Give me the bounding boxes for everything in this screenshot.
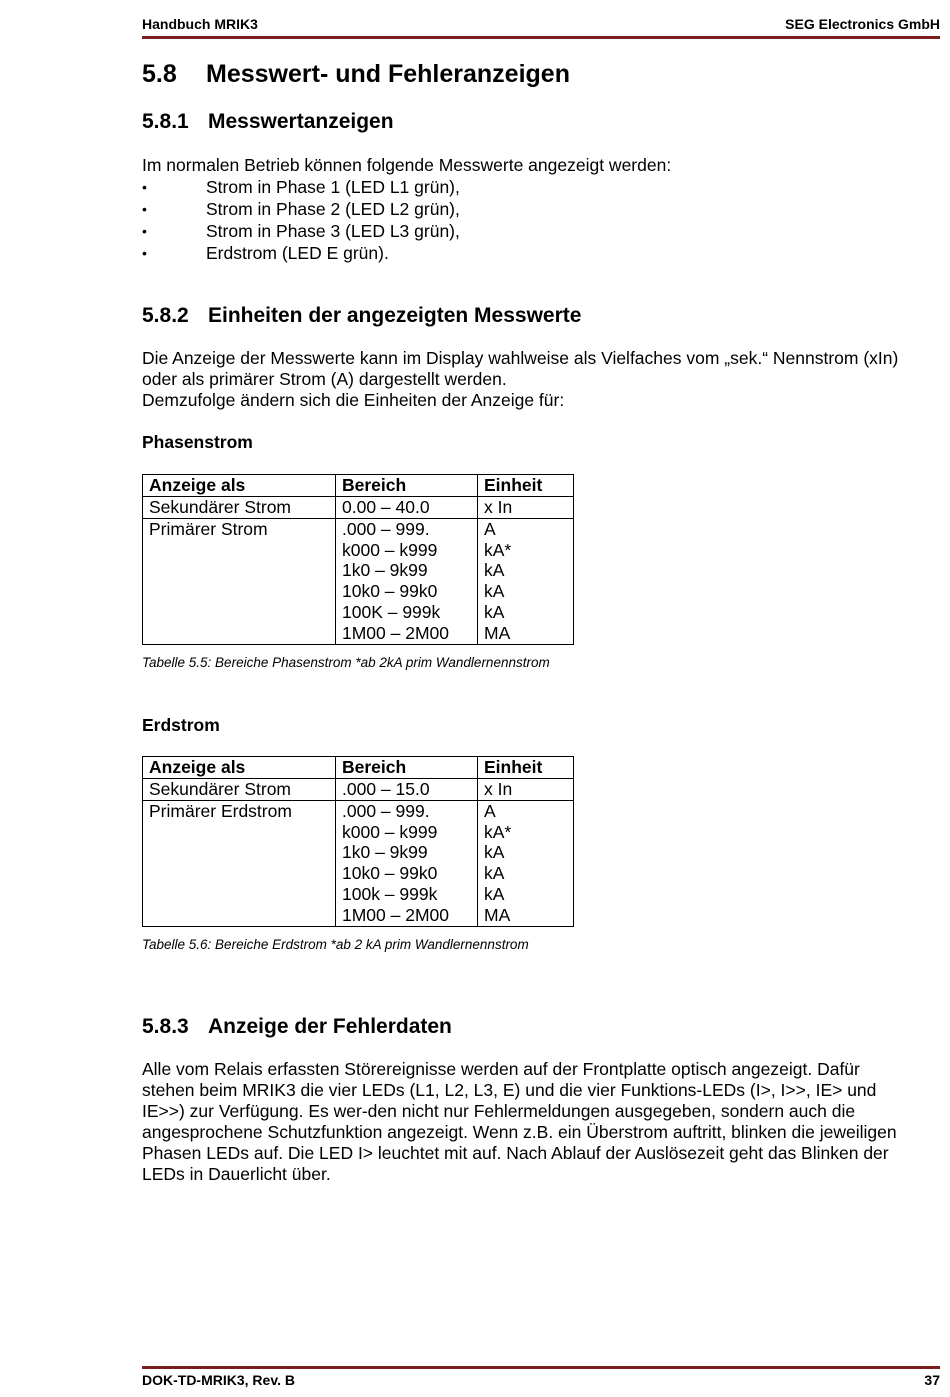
table-cell [336,800,478,926]
footer-rule [142,1366,940,1369]
unit-value: kA [484,601,505,622]
table-cell [478,800,574,926]
range-value: 1k0 – 9k99 [342,842,428,863]
intro-text: Im normalen Betrieb können folgende Messwerte angezeigt werden: [142,155,672,175]
table-cell: .000 – 15.0 [336,779,478,801]
table-cell: Primärer Erdstrom [143,800,336,926]
paragraph-line: Alle vom Relais erfassten Störereignisse werden auf der Frontplatte optisch angezeigt. Dafür [142,1059,860,1079]
paragraph-line: stehen beim MRIK3 die vier LEDs (L1, L2, L3, E) und die vier Funktions-LEDs (I>, I>>, IE> und [142,1080,877,1100]
paragraph-line: IE>>) zur Verfügung. Es wer-den nicht nur Fehlermeldungen ausgegeben, sondern auch die [142,1101,856,1121]
earth-current-table [142,756,574,927]
paragraph-line: Phasen LEDs auf. Die LED I> leuchtet mit auf. Nach Ablauf der Auslösezeit geht das Blinken der [142,1143,889,1163]
table-caption: Tabelle 5.6: Bereiche Erdstrom *ab 2 kA prim Wandlernennstrom [142,937,529,952]
range-value: 1M00 – 2M00 [342,622,450,643]
subsection-title: Messwertanzeigen [208,110,394,133]
paragraph-line: angesprochene Schutzfunktion angezeigt. Wenn z.B. ein Überstrom auftritt, blinken die jeweiligen [142,1122,897,1142]
range-value: 100k – 999k [342,883,438,904]
units-paragraph-line-3: Demzufolge ändern sich die Einheiten der Anzeige für: [142,390,565,410]
column-header: Einheit [478,757,574,779]
subsection-heading-1 [142,110,394,134]
unit-value: kA [484,883,505,904]
range-value: 100K – 999k [342,601,441,622]
page-header [142,14,940,36]
header-rule [142,36,940,39]
section-number: 5.8 [142,60,177,88]
unit-value: kA [484,560,505,581]
table-cell: x In [478,779,574,801]
unit-value: kA* [484,821,512,842]
table-cell [336,518,478,644]
header-manual-title: Handbuch MRIK3 [142,16,258,32]
list-item: • Strom in Phase 3 (LED L3 grün), [142,220,460,242]
table-row [143,800,574,926]
column-header: Bereich [336,475,478,497]
table-row [143,779,574,801]
range-value: 10k0 – 99k0 [342,581,438,602]
table-cell: Sekundärer Strom [143,497,336,519]
range-value: k000 – k999 [342,821,438,842]
table-row [143,518,574,644]
subsection-heading-2 [142,304,581,328]
table-cell: x In [478,497,574,519]
earth-current-heading: Erdstrom [142,715,220,735]
section-title: Messwert- und Fehleranzeigen [206,60,570,88]
list-item: • Strom in Phase 2 (LED L2 grün), [142,198,460,220]
page-number: 37 [924,1372,940,1388]
paragraph-line: LEDs in Dauerlicht über. [142,1164,331,1184]
list-item: • Erdstrom (LED E grün). [142,242,460,264]
column-header: Anzeige als [143,475,336,497]
unit-value: kA [484,581,505,602]
table-cell: Sekundärer Strom [143,779,336,801]
subsection-title: Anzeige der Fehlerdaten [208,1015,452,1038]
header-company: SEG Electronics GmbH [785,16,940,32]
subsection-number: 5.8.1 [142,110,189,133]
column-header: Bereich [336,757,478,779]
range-value: 1M00 – 2M00 [342,904,450,925]
subsection-number: 5.8.3 [142,1015,189,1038]
table-cell: Primärer Strom [143,518,336,644]
table-row [143,497,574,519]
column-header: Anzeige als [143,757,336,779]
subsection-heading-3 [142,1015,452,1039]
unit-value: A [484,518,496,539]
table-cell [478,518,574,644]
list-item: • Strom in Phase 1 (LED L1 grün), [142,176,460,198]
unit-value: kA [484,842,505,863]
unit-value: kA* [484,539,512,560]
units-paragraph-line-2: oder als primärer Strom (A) dargestellt werden. [142,369,507,389]
unit-value: MA [484,622,511,643]
table-cell: 0.00 – 40.0 [336,497,478,519]
range-value: 1k0 – 9k99 [342,560,428,581]
phase-current-heading: Phasenstrom [142,432,253,452]
table-header-row [143,475,574,497]
measurement-list [142,176,460,264]
column-header: Einheit [478,475,574,497]
fault-data-paragraph [142,1059,940,1185]
unit-value: A [484,800,496,821]
section-heading [142,60,570,89]
phase-current-table [142,474,574,645]
subsection-title: Einheiten der angezeigten Messwerte [208,304,582,327]
unit-value: kA [484,863,505,884]
range-value: .000 – 999. [342,800,430,821]
table-header-row [143,757,574,779]
range-value: k000 – k999 [342,539,438,560]
unit-value: MA [484,904,511,925]
range-value: .000 – 999. [342,518,430,539]
subsection-number: 5.8.2 [142,304,189,327]
document-id: DOK-TD-MRIK3, Rev. B [142,1372,295,1388]
range-value: 10k0 – 99k0 [342,863,438,884]
units-paragraph-line-1: Die Anzeige der Messwerte kann im Display wahlweise als Vielfaches vom „sek.“ Nennstrom (xIn) [142,348,899,368]
document-page [142,0,940,1397]
table-caption: Tabelle 5.5: Bereiche Phasenstrom *ab 2kA prim Wandlernennstrom [142,655,550,670]
